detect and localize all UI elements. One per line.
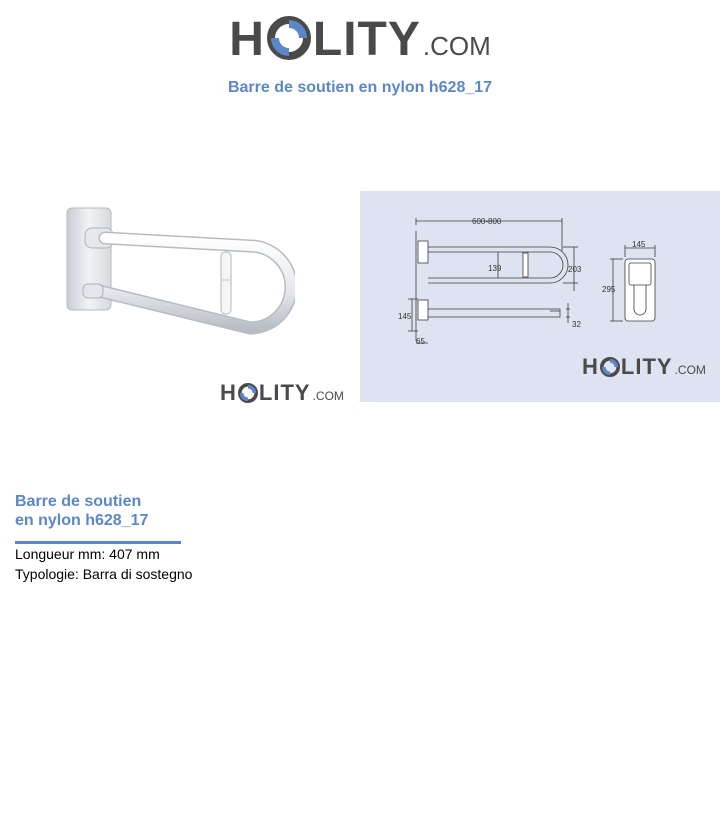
logo-suffix: .COM (422, 31, 491, 61)
logo-o-icon (238, 383, 258, 403)
divider (15, 541, 181, 544)
drawing-logo (582, 354, 706, 380)
logo-o-icon (600, 357, 620, 377)
logo-letters-right: LITY (620, 354, 673, 379)
logo-letters-left: H (582, 354, 599, 379)
product-name-line2: en nylon h628_17 (15, 512, 149, 529)
dim-width-range: 600-800 (472, 217, 502, 226)
logo-letters-left: H (229, 13, 265, 66)
spec-type: Typologie: Barra di sostegno (15, 566, 193, 582)
logo-letters-right: LITY (258, 380, 311, 405)
site-logo[interactable] (0, 8, 720, 70)
dim-plate-height: 295 (602, 285, 616, 294)
logo-suffix: .COM (312, 389, 344, 403)
technical-drawing (360, 191, 720, 402)
logo-letters-right: LITY (312, 13, 421, 66)
dim-bar-diameter: 32 (572, 320, 581, 329)
dim-plate-width: 145 (632, 240, 646, 249)
spec-length: Longueur mm: 407 mm (15, 546, 160, 562)
dim-inner-height: 139 (488, 264, 502, 273)
dim-projection: 65 (416, 337, 425, 346)
page-title: Barre de soutien en nylon h628_17 (227, 79, 493, 96)
logo-o-icon (267, 16, 311, 60)
dim-side-plate-height: 145 (398, 312, 412, 321)
logo-suffix: .COM (674, 363, 706, 377)
photo-logo (220, 380, 344, 406)
product-name (15, 492, 195, 530)
product-photo (55, 190, 295, 350)
dim-outer-height: 203 (568, 265, 582, 274)
logo-letters-left: H (220, 380, 237, 405)
product-name-line1: Barre de soutien (15, 493, 142, 510)
